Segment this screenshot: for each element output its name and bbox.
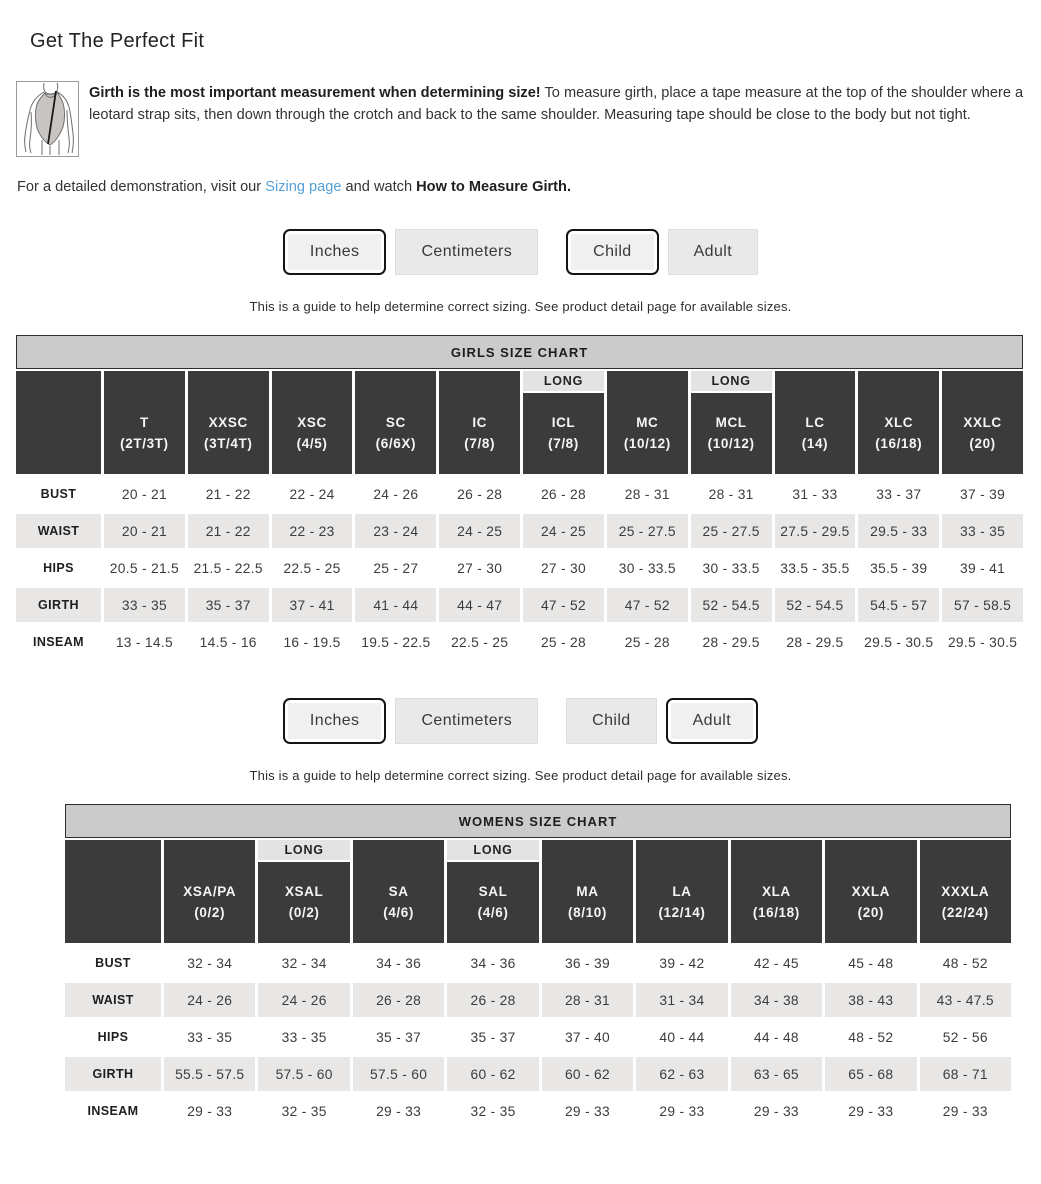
womens-toggle-row — [16, 698, 1025, 744]
womens-size-code: MA — [576, 883, 599, 899]
girls-column-header-mc — [607, 371, 688, 474]
demo-prefix: For a detailed demonstration, visit our — [17, 179, 266, 195]
girls-column-header-sc — [355, 371, 436, 474]
girls-cell: 22 - 23 — [272, 514, 353, 548]
womens-size-range: (8/10) — [568, 904, 607, 920]
womens-chart-grid — [65, 840, 1011, 1128]
womens-cell: 62 - 63 — [636, 1057, 727, 1091]
womens-cell: 32 - 34 — [258, 946, 349, 980]
girls-size-range: (14) — [801, 435, 829, 451]
womens-cell: 68 - 71 — [920, 1057, 1011, 1091]
womens-row-label-inseam: INSEAM — [65, 1094, 161, 1128]
girls-cell: 35 - 37 — [188, 588, 269, 622]
womens-size-range: (22/24) — [941, 904, 989, 920]
girls-size-code: MCL — [715, 414, 747, 430]
girls-cell: 52 - 54.5 — [691, 588, 772, 622]
womens-size-label — [731, 862, 822, 943]
womens-cell: 32 - 35 — [258, 1094, 349, 1128]
womens-cell: 34 - 36 — [353, 946, 444, 980]
womens-column-header-xxxla — [920, 840, 1011, 943]
womens-column-header-xxla — [825, 840, 916, 943]
womens-cell: 24 - 26 — [258, 983, 349, 1017]
womens-row-label-hips: HIPS — [65, 1020, 161, 1054]
girls-size-range: (7/8) — [548, 435, 579, 451]
womens-size-label — [447, 862, 538, 943]
womens-size-range: (12/14) — [658, 904, 706, 920]
girls-cell: 28 - 29.5 — [775, 625, 856, 659]
girls-size-code: XLC — [884, 414, 914, 430]
girls-size-range: (16/18) — [875, 435, 923, 451]
girls-cell: 54.5 - 57 — [858, 588, 939, 622]
girls-cell: 30 - 33.5 — [607, 551, 688, 585]
girls-size-label — [607, 393, 688, 474]
girls-sizing-note: This is a guide to help determine correct sizing. See product detail page for available sizes. — [249, 299, 792, 314]
girls-cell: 33.5 - 35.5 — [775, 551, 856, 585]
girls-cell: 28 - 29.5 — [691, 625, 772, 659]
girls-size-label — [523, 393, 604, 474]
girls-long-badge: LONG — [523, 371, 604, 393]
girls-chart-grid — [16, 371, 1023, 659]
womens-size-code: XXLA — [851, 883, 891, 899]
womens-cell: 42 - 45 — [731, 946, 822, 980]
girls-cell: 27 - 30 — [523, 551, 604, 585]
womens-cell: 60 - 62 — [542, 1057, 633, 1091]
girls-toggle-row — [16, 229, 1025, 275]
womens-size-range: (4/6) — [383, 904, 414, 920]
girls-size-code: IC — [472, 414, 488, 430]
womens-column-header-ma — [542, 840, 633, 943]
girls-size-label — [439, 393, 520, 474]
girls-cell: 57 - 58.5 — [942, 588, 1023, 622]
girls-size-code: ICL — [551, 414, 576, 430]
womens-size-code: SAL — [478, 883, 508, 899]
girls-size-label — [942, 393, 1023, 474]
womens-column-header-sal — [447, 840, 538, 943]
girls-cell: 29.5 - 30.5 — [858, 625, 939, 659]
girth-intro-text — [89, 81, 1025, 126]
womens-cell: 52 - 56 — [920, 1020, 1011, 1054]
girls-size-range: (7/8) — [464, 435, 496, 451]
girls-row-label-inseam: INSEAM — [16, 625, 101, 659]
girls-cell: 27 - 30 — [439, 551, 520, 585]
girls-cell: 25 - 27.5 — [691, 514, 772, 548]
womens-cell: 55.5 - 57.5 — [164, 1057, 255, 1091]
womens-row-label-bust: BUST — [65, 946, 161, 980]
girls-row-label-hips: HIPS — [16, 551, 101, 585]
girls-cell: 35.5 - 39 — [858, 551, 939, 585]
girls-cell: 29.5 - 33 — [858, 514, 939, 548]
womens-size-code: XLA — [761, 883, 791, 899]
womens-column-header-sa — [353, 840, 444, 943]
girls-cell: 14.5 - 16 — [188, 625, 269, 659]
womens-size-range: (0/2) — [194, 904, 226, 920]
girls-column-header-lc — [775, 371, 856, 474]
girls-cell: 41 - 44 — [355, 588, 436, 622]
girls-column-header-t — [104, 371, 185, 474]
womens-size-label — [636, 862, 727, 943]
womens-cell: 35 - 37 — [353, 1020, 444, 1054]
womens-toggle-inches[interactable]: Inches — [283, 698, 387, 744]
girls-column-header-ic — [439, 371, 520, 474]
girls-cell: 19.5 - 22.5 — [355, 625, 436, 659]
womens-toggle-child[interactable]: Child — [566, 698, 656, 744]
womens-cell: 26 - 28 — [353, 983, 444, 1017]
womens-cell: 29 - 33 — [353, 1094, 444, 1128]
womens-size-code: XSAL — [284, 883, 324, 899]
womens-header-corner-cell — [65, 840, 161, 943]
womens-cell: 26 - 28 — [447, 983, 538, 1017]
womens-size-code: LA — [672, 883, 692, 899]
womens-size-label — [542, 862, 633, 943]
womens-cell: 29 - 33 — [731, 1094, 822, 1128]
womens-size-label — [258, 862, 349, 943]
womens-cell: 48 - 52 — [920, 946, 1011, 980]
womens-column-header-xsa-pa — [164, 840, 255, 943]
womens-cell: 57.5 - 60 — [353, 1057, 444, 1091]
womens-cell: 37 - 40 — [542, 1020, 633, 1054]
girls-long-badge: LONG — [691, 371, 772, 393]
womens-cell: 38 - 43 — [825, 983, 916, 1017]
girls-cell: 22 - 24 — [272, 477, 353, 511]
girls-column-header-icl — [523, 371, 604, 474]
girls-size-range: (10/12) — [707, 435, 755, 451]
girls-cell: 44 - 47 — [439, 588, 520, 622]
girth-intro-block — [16, 81, 1025, 157]
page-title: Get The Perfect Fit — [30, 30, 205, 52]
girls-cell: 47 - 52 — [523, 588, 604, 622]
girls-cell: 37 - 41 — [272, 588, 353, 622]
womens-size-chart — [65, 804, 1011, 1128]
girls-column-header-xlc — [858, 371, 939, 474]
womens-cell: 45 - 48 — [825, 946, 916, 980]
womens-cell: 29 - 33 — [164, 1094, 255, 1128]
womens-cell: 44 - 48 — [731, 1020, 822, 1054]
girls-row-label-waist: WAIST — [16, 514, 101, 548]
girls-cell: 25 - 28 — [607, 625, 688, 659]
girls-cell: 33 - 35 — [104, 588, 185, 622]
girls-cell: 33 - 35 — [942, 514, 1023, 548]
girls-cell: 20.5 - 21.5 — [104, 551, 185, 585]
girls-size-label — [272, 393, 353, 474]
girls-cell: 21 - 22 — [188, 514, 269, 548]
girls-cell: 47 - 52 — [607, 588, 688, 622]
girth-intro-bold: Girth is the most important measurement when determining size! — [89, 85, 541, 101]
womens-toggle-centimeters[interactable]: Centimeters — [395, 698, 538, 744]
girls-toggle-centimeters[interactable]: Centimeters — [395, 229, 538, 275]
leotard-girth-diagram-icon — [16, 81, 79, 157]
girls-cell: 24 - 25 — [523, 514, 604, 548]
girls-size-code: XSC — [297, 414, 327, 430]
womens-cell: 29 - 33 — [542, 1094, 633, 1128]
girls-cell: 39 - 41 — [942, 551, 1023, 585]
girls-size-label — [104, 393, 185, 474]
womens-sizing-note: This is a guide to help determine correct sizing. See product detail page for available sizes. — [249, 768, 792, 783]
womens-size-range: (4/6) — [477, 904, 509, 920]
girls-size-label — [858, 393, 939, 474]
girls-cell: 24 - 25 — [439, 514, 520, 548]
girls-size-label — [775, 393, 856, 474]
womens-size-label — [164, 862, 255, 943]
demo-video-title: How to Measure Girth. — [416, 179, 572, 195]
girls-size-label — [188, 393, 269, 474]
girls-cell: 26 - 28 — [439, 477, 520, 511]
womens-size-label — [920, 862, 1011, 943]
sizing-page-link[interactable]: Sizing page — [265, 179, 342, 195]
girth-intro-rest: To measure girth, place a tape measure at the top of the shoulder where a leotard strap sits, then down through the crotch and back to the same shoulder. Measuring tape should be close to the body but not tight. — [89, 85, 1024, 123]
girls-size-code: XXSC — [208, 414, 248, 430]
womens-long-badge: LONG — [258, 840, 349, 862]
womens-cell: 29 - 33 — [636, 1094, 727, 1128]
womens-cell: 24 - 26 — [164, 983, 255, 1017]
girls-size-code: XXLC — [963, 414, 1002, 430]
girls-cell: 20 - 21 — [104, 514, 185, 548]
womens-row-label-waist: WAIST — [65, 983, 161, 1017]
womens-cell: 43 - 47.5 — [920, 983, 1011, 1017]
womens-column-header-xsal — [258, 840, 349, 943]
womens-column-header-la — [636, 840, 727, 943]
womens-cell: 29 - 33 — [920, 1094, 1011, 1128]
girls-cell: 25 - 28 — [523, 625, 604, 659]
womens-cell: 36 - 39 — [542, 946, 633, 980]
womens-long-badge: LONG — [447, 840, 538, 862]
girls-row-label-girth: GIRTH — [16, 588, 101, 622]
girls-size-range: (4/5) — [296, 435, 328, 451]
girls-chart-title: GIRLS SIZE CHART — [16, 335, 1023, 369]
girls-column-header-mcl — [691, 371, 772, 474]
girls-cell: 21.5 - 22.5 — [188, 551, 269, 585]
girls-cell: 29.5 - 30.5 — [942, 625, 1023, 659]
girls-size-label — [355, 393, 436, 474]
womens-size-range: (0/2) — [288, 904, 320, 920]
girls-cell: 37 - 39 — [942, 477, 1023, 511]
girls-cell: 24 - 26 — [355, 477, 436, 511]
womens-cell: 65 - 68 — [825, 1057, 916, 1091]
womens-size-code: XXXLA — [941, 883, 990, 899]
womens-cell: 32 - 35 — [447, 1094, 538, 1128]
girls-cell: 13 - 14.5 — [104, 625, 185, 659]
womens-size-label — [353, 862, 444, 943]
girls-cell: 28 - 31 — [691, 477, 772, 511]
girls-cell: 25 - 27.5 — [607, 514, 688, 548]
womens-cell: 48 - 52 — [825, 1020, 916, 1054]
girls-toggle-adult[interactable]: Adult — [668, 229, 758, 275]
womens-cell: 32 - 34 — [164, 946, 255, 980]
womens-cell: 60 - 62 — [447, 1057, 538, 1091]
girls-size-code: T — [139, 414, 149, 430]
girls-size-code: MC — [636, 414, 659, 430]
girls-cell: 16 - 19.5 — [272, 625, 353, 659]
girls-cell: 23 - 24 — [355, 514, 436, 548]
demo-middle: and watch — [341, 179, 417, 195]
girls-size-code: LC — [805, 414, 825, 430]
girls-size-range: (2T/3T) — [120, 435, 169, 451]
girls-cell: 27.5 - 29.5 — [775, 514, 856, 548]
womens-cell: 57.5 - 60 — [258, 1057, 349, 1091]
womens-cell: 40 - 44 — [636, 1020, 727, 1054]
girls-cell: 20 - 21 — [104, 477, 185, 511]
womens-cell: 35 - 37 — [447, 1020, 538, 1054]
demo-line — [17, 179, 1025, 195]
girls-size-range: (10/12) — [623, 435, 671, 451]
girls-size-range: (3T/4T) — [203, 435, 253, 451]
womens-column-header-xla — [731, 840, 822, 943]
girls-cell: 25 - 27 — [355, 551, 436, 585]
womens-cell: 34 - 36 — [447, 946, 538, 980]
womens-cell: 33 - 35 — [258, 1020, 349, 1054]
womens-size-range: (20) — [857, 904, 885, 920]
girls-cell: 33 - 37 — [858, 477, 939, 511]
womens-row-label-girth: GIRTH — [65, 1057, 161, 1091]
girls-size-code: SC — [385, 414, 406, 430]
girls-toggle-inches[interactable]: Inches — [283, 229, 387, 275]
girls-cell: 26 - 28 — [523, 477, 604, 511]
womens-chart-title: WOMENS SIZE CHART — [65, 804, 1011, 838]
womens-size-code: XSA/PA — [183, 883, 237, 899]
girls-cell: 52 - 54.5 — [775, 588, 856, 622]
girls-size-range: (20) — [969, 435, 996, 451]
womens-cell: 28 - 31 — [542, 983, 633, 1017]
girls-cell: 28 - 31 — [607, 477, 688, 511]
girls-size-label — [691, 393, 772, 474]
girls-cell: 30 - 33.5 — [691, 551, 772, 585]
girls-column-header-xsc — [272, 371, 353, 474]
womens-cell: 63 - 65 — [731, 1057, 822, 1091]
girls-column-header-xxsc — [188, 371, 269, 474]
girls-size-chart — [16, 335, 1023, 659]
girls-row-label-bust: BUST — [16, 477, 101, 511]
womens-size-label — [825, 862, 916, 943]
girls-cell: 31 - 33 — [775, 477, 856, 511]
girls-cell: 21 - 22 — [188, 477, 269, 511]
womens-cell: 34 - 38 — [731, 983, 822, 1017]
womens-size-code: SA — [388, 883, 409, 899]
girls-cell: 22.5 - 25 — [439, 625, 520, 659]
womens-cell: 39 - 42 — [636, 946, 727, 980]
girls-column-header-xxlc — [942, 371, 1023, 474]
womens-toggle-adult[interactable]: Adult — [666, 698, 758, 744]
womens-cell: 31 - 34 — [636, 983, 727, 1017]
girls-cell: 22.5 - 25 — [272, 551, 353, 585]
girls-header-corner-cell — [16, 371, 101, 474]
womens-cell: 33 - 35 — [164, 1020, 255, 1054]
girls-size-range: (6/6X) — [375, 435, 417, 451]
girls-toggle-child[interactable]: Child — [566, 229, 658, 275]
womens-size-range: (16/18) — [752, 904, 800, 920]
womens-cell: 29 - 33 — [825, 1094, 916, 1128]
